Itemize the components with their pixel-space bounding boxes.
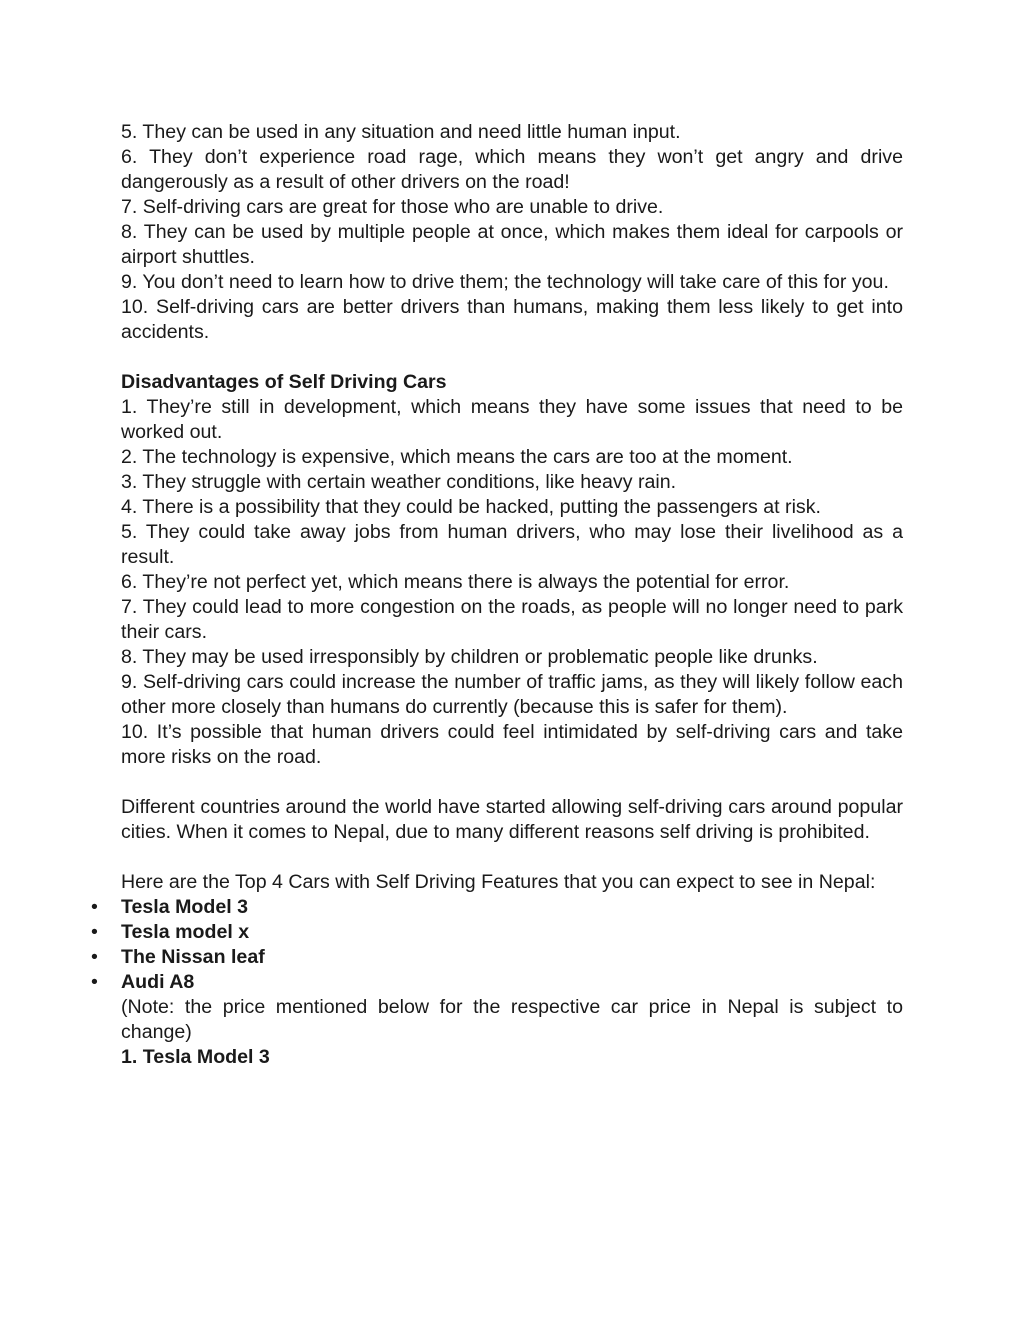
list-item (91, 920, 903, 945)
list-item (91, 970, 903, 995)
disadvantage-item-5: 5. They could take away jobs from human drivers, who may lose their livelihood as a result. (121, 521, 903, 568)
bullet-icon: • (91, 896, 98, 918)
car-name: The Nissan leaf (121, 946, 265, 968)
advantage-item-5: 5. They can be used in any situation and need little human input. (121, 121, 681, 143)
disadvantage-item-1: 1. They’re still in development, which means they have some issues that need to be worked out. (121, 396, 903, 443)
disadvantage-item-8: 8. They may be used irresponsibly by children or problematic people like drunks. (121, 646, 818, 668)
spacer (121, 770, 903, 795)
disadvantage-item-3: 3. They struggle with certain weather conditions, like heavy rain. (121, 471, 677, 493)
advantage-item-6: 6. They don’t experience road rage, which means they won’t get angry and drive dangerously as a result of other drivers on the road! (121, 146, 903, 193)
bullet-icon: • (91, 921, 98, 943)
disadvantage-item-4: 4. There is a possibility that they could be hacked, putting the passengers at risk. (121, 496, 821, 518)
advantage-item-7: 7. Self-driving cars are great for those who are unable to drive. (121, 196, 664, 218)
spacer (121, 345, 903, 370)
disadvantage-item-7: 7. They could lead to more congestion on the roads, as people will no longer need to park their cars. (121, 596, 903, 643)
document-page (91, 120, 903, 1070)
disadvantage-item-10: 10. It’s possible that human drivers could feel intimidated by self-driving cars and take more risks on the road. (121, 721, 903, 768)
spacer (121, 845, 903, 870)
advantage-item-8: 8. They can be used by multiple people at once, which makes them ideal for carpools or airport shuttles. (121, 221, 903, 268)
disadvantage-item-6: 6. They’re not perfect yet, which means there is always the potential for error. (121, 571, 790, 593)
car-name: Audi A8 (121, 971, 195, 993)
price-note: (Note: the price mentioned below for the respective car price in Nepal is subject to change) (121, 996, 903, 1043)
top-cars-intro: Here are the Top 4 Cars with Self Driving Features that you can expect to see in Nepal: (121, 871, 876, 893)
list-item (91, 945, 903, 970)
section-heading-tesla-model-3: 1. Tesla Model 3 (121, 1046, 270, 1068)
car-name: Tesla model x (121, 921, 250, 943)
advantage-item-9: 9. You don’t need to learn how to drive them; the technology will take care of this for you. (121, 271, 889, 293)
top-cars-list (91, 895, 903, 995)
bullet-icon: • (91, 971, 98, 993)
nepal-paragraph: Different countries around the world have started allowing self-driving cars around popular cities. When it comes to Nepal, due to many different reasons self driving is prohibited. (121, 796, 903, 843)
bullet-icon: • (91, 946, 98, 968)
disadvantage-item-2: 2. The technology is expensive, which means the cars are too at the moment. (121, 446, 793, 468)
list-item (91, 895, 903, 920)
car-name: Tesla Model 3 (121, 896, 249, 918)
disadvantage-item-9: 9. Self-driving cars could increase the number of traffic jams, as they will likely follow each other more closely than humans do currently (because this is safer for them). (121, 671, 903, 718)
advantage-item-10: 10. Self-driving cars are better drivers than humans, making them less likely to get into accidents. (121, 296, 903, 343)
disadvantages-heading: Disadvantages of Self Driving Cars (121, 371, 447, 393)
